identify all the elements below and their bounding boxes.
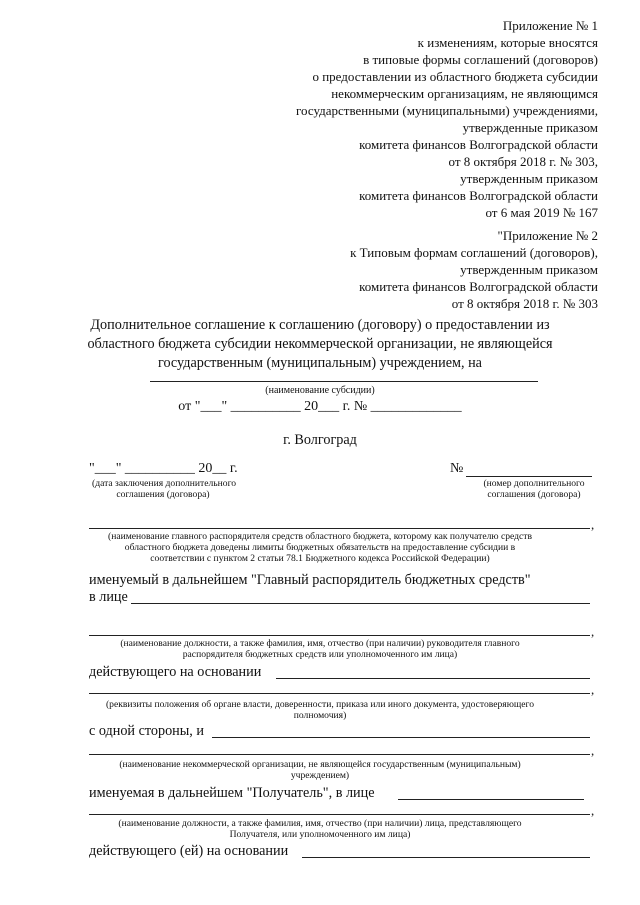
comma: , <box>591 517 595 532</box>
date-caption <box>92 478 237 500</box>
one-side-label: с одной стороны, и <box>89 723 204 739</box>
appendix2-line: утвержденным приказом <box>460 262 598 277</box>
subsidy-caption: (наименование субсидии) <box>265 385 375 396</box>
manager-position-line <box>89 635 590 636</box>
comma: , <box>591 682 595 697</box>
caption-line: Получателя, или уполномоченного им лица) <box>229 829 411 840</box>
in-person-label: в лице <box>89 589 128 605</box>
title-line: государственным (муниципальным) учреждением, на <box>158 355 482 371</box>
requisites-line <box>89 693 590 694</box>
subsidy-name-line <box>150 381 538 382</box>
caption-line: областного бюджета доведены лимиты бюджетных обязательств на предоставление субсидии в <box>124 542 516 553</box>
date-caption-line: (дата заключения дополнительного <box>92 478 237 489</box>
caption-line: (наименование главного распорядителя средств областного бюджета, которому как получателю средств <box>108 531 532 542</box>
city: г. Волгоград <box>283 432 357 448</box>
in-person-line <box>131 603 590 604</box>
appendix-line: от 6 мая 2019 № 167 <box>485 205 598 220</box>
number-caption-line: (номер дополнительного <box>483 478 585 489</box>
number-caption-line: соглашения (договора) <box>487 489 581 500</box>
appendix-line: утвержденным приказом <box>460 171 598 186</box>
appendix-line: к изменениям, которые вносятся <box>417 35 598 50</box>
caption-nonprofit <box>0 759 640 781</box>
hereinafter-recipient: именуемая в дальнейшем "Получатель", в лице <box>89 785 375 801</box>
caption-line: учреждением) <box>290 770 350 781</box>
appendix-line: в типовые формы соглашений (договоров) <box>363 52 598 67</box>
number-caption <box>470 478 598 500</box>
caption-line: распорядителя бюджетных средств или уполномоченного им лица) <box>182 649 458 660</box>
appendix2-line: от 8 октября 2018 г. № 303 <box>451 296 598 311</box>
appendix-line: о предоставлении из областного бюджета субсидии <box>312 69 598 84</box>
caption-line: (реквизиты положения об органе власти, доверенности, приказа или иного документа, удостоверяющего <box>105 699 535 710</box>
hereinafter-manager: именуемый в дальнейшем "Главный распорядитель бюджетных средств" <box>89 572 531 588</box>
appendix-line: государственными (муниципальными) учреждениями, <box>296 103 598 118</box>
appendix-line: комитета финансов Волгоградской области <box>359 188 598 203</box>
acting-basis-line <box>276 678 590 679</box>
acting-basis-female-line <box>302 857 590 858</box>
recipient-position-line <box>89 814 590 815</box>
main-manager-name-line <box>89 528 590 529</box>
comma: , <box>591 743 595 758</box>
appendix2-line: к Типовым формам соглашений (договоров), <box>350 245 598 260</box>
appendix-line: комитета финансов Волгоградской области <box>359 137 598 152</box>
recipient-person-line <box>398 799 584 800</box>
comma: , <box>591 803 595 818</box>
caption-line: полномочия) <box>293 710 347 721</box>
caption-line: (наименование некоммерческой организации, не являющейся государственным (муниципальным) <box>119 759 521 770</box>
acting-basis-female-label: действующего (ей) на основании <box>89 843 289 859</box>
title-line: Дополнительное соглашение к соглашению (договору) о предоставлении из <box>90 317 550 333</box>
number-line <box>466 476 592 477</box>
number-sign: № <box>450 461 464 476</box>
title-line: областного бюджета субсидии некоммерческой организации, не являющейся <box>87 336 553 352</box>
caption-requisites <box>0 699 640 721</box>
appendix-line: Приложение № 1 <box>502 18 598 33</box>
caption-position-recipient <box>0 818 640 840</box>
appendix-line: утвержденные приказом <box>462 120 598 135</box>
agreement-ref-line: от "___" __________ 20___ г. № _____________ <box>178 399 462 414</box>
date-caption-line: соглашения (договора) <box>116 489 210 500</box>
agreement-date-line: "___" __________ 20__ г. <box>89 461 238 476</box>
caption-line: соответствии с пунктом 2 статьи 78.1 Бюджетного кодекса Российской Федерации) <box>150 553 490 564</box>
caption-position-manager <box>0 638 640 660</box>
appendix2-line: комитета финансов Волгоградской области <box>359 279 598 294</box>
nonprofit-name-line <box>89 754 590 755</box>
appendix2-line: "Приложение № 2 <box>497 228 598 243</box>
caption-main-manager <box>0 531 640 564</box>
comma: , <box>591 624 595 639</box>
appendix-line: от 8 октября 2018 г. № 303, <box>448 154 598 169</box>
acting-basis-label: действующего на основании <box>89 664 262 680</box>
caption-line: (наименование должности, а также фамилия, имя, отчество (при наличии) лица, представляющего <box>118 818 522 829</box>
one-side-line <box>212 737 590 738</box>
caption-line: (наименование должности, а также фамилия, имя, отчество (при наличии) руководителя главного <box>120 638 520 649</box>
appendix-line: некоммерческим организациям, не являющимся <box>331 86 598 101</box>
